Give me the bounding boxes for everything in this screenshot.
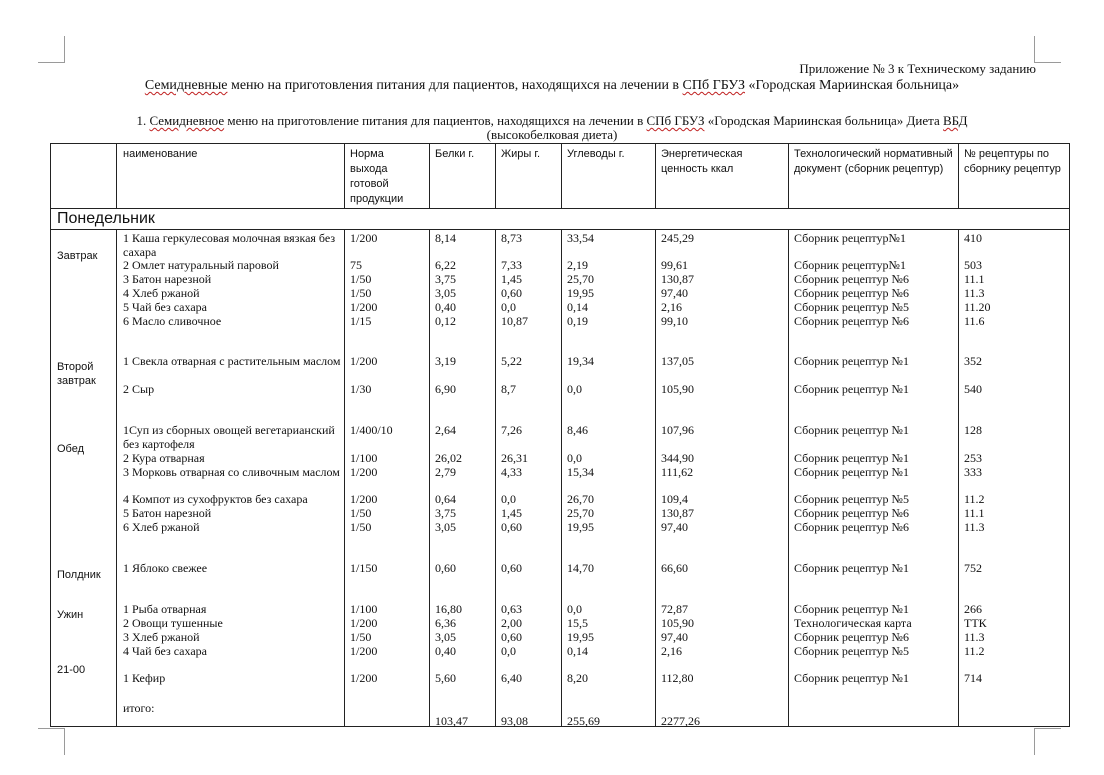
table-line bbox=[429, 143, 430, 209]
table-line bbox=[788, 229, 789, 727]
table-line bbox=[50, 208, 1070, 209]
cell-fat: 8,73 bbox=[501, 231, 522, 245]
cell-doc: Сборник рецептур №1 bbox=[794, 465, 909, 479]
cell-protein: 3,05 bbox=[435, 286, 456, 300]
cell-protein: 5,60 bbox=[435, 671, 456, 685]
cell-doc: Сборник рецептур №6 bbox=[794, 520, 909, 534]
cell-recipe: 253 bbox=[964, 451, 982, 465]
table-line bbox=[495, 229, 496, 727]
cell-protein: 26,02 bbox=[435, 451, 462, 465]
cell-fat: 0,60 bbox=[501, 286, 522, 300]
header-carbs: Углеводы г. bbox=[567, 148, 625, 160]
cell-fat: 2,00 bbox=[501, 616, 522, 630]
cell-doc: Сборник рецептур №1 bbox=[794, 423, 909, 437]
cell-name: 4 Чай без сахара bbox=[123, 644, 207, 658]
cell-fat: 0,0 bbox=[501, 644, 516, 658]
cell-norm: 1/15 bbox=[350, 314, 372, 328]
main-title-part1: меню на приготовления питания для пациентов, находящихся на лечении в bbox=[227, 78, 683, 93]
cell-protein: 0,12 bbox=[435, 314, 456, 328]
sub-title-line2: (высокобелковая диета) bbox=[486, 127, 618, 142]
cell-norm: 1/50 bbox=[350, 506, 372, 520]
table-line bbox=[561, 143, 562, 209]
cell-norm: 1/200 bbox=[350, 465, 378, 479]
header-protein: Белки г. bbox=[435, 148, 475, 160]
cell-energy: 245,29 bbox=[661, 231, 694, 245]
table-line bbox=[958, 229, 959, 727]
header-name: наименование bbox=[123, 148, 198, 160]
cell-energy: 2,16 bbox=[661, 300, 682, 314]
header-doc: Технологический нормативный документ (сборник рецептур) bbox=[794, 148, 953, 175]
total-fat: 93,08 bbox=[501, 714, 528, 728]
cell-recipe: 11.2 bbox=[964, 492, 985, 506]
main-title-underlined: Семидневные bbox=[144, 78, 228, 93]
cell-name: 3 Батон нарезной bbox=[123, 272, 212, 286]
cell-carbs: 19,95 bbox=[567, 520, 594, 534]
cell-energy: 130,87 bbox=[661, 272, 694, 286]
cell-doc: Сборник рецептур №5 bbox=[794, 300, 909, 314]
cell-name: 2 Сыр bbox=[123, 382, 155, 396]
header-fat: Жиры г. bbox=[501, 148, 541, 160]
sub-title-part1: меню на приготовление питания для пациентов, находящихся на лечении в bbox=[224, 113, 647, 128]
cell-fat: 10,87 bbox=[501, 314, 528, 328]
cell-norm: 1/100 bbox=[350, 451, 378, 465]
cell-energy: 97,40 bbox=[661, 520, 688, 534]
cell-carbs: 25,70 bbox=[567, 506, 594, 520]
cell-doc: Сборник рецептур №1 bbox=[794, 451, 909, 465]
cell-energy: 137,05 bbox=[661, 354, 694, 368]
cell-name: 2 Кура отварная bbox=[123, 451, 205, 465]
cell-doc: Сборник рецептур №1 bbox=[794, 561, 909, 575]
cell-carbs: 0,0 bbox=[567, 602, 582, 616]
cell-fat: 1,45 bbox=[501, 506, 522, 520]
cell-recipe: 11.6 bbox=[964, 314, 985, 328]
table-line bbox=[788, 143, 789, 209]
cell-protein: 3,19 bbox=[435, 354, 456, 368]
cell-norm: 1/50 bbox=[350, 272, 372, 286]
cell-norm: 1/100 bbox=[350, 602, 378, 616]
cell-fat: 7,26 bbox=[501, 423, 522, 437]
cell-fat: 0,60 bbox=[501, 630, 522, 644]
meal-lunch: Обед bbox=[57, 443, 85, 455]
sub-title-part2: «Городская Мариинская больница» Диета bbox=[704, 113, 944, 128]
sub-title-prefix: 1. bbox=[136, 113, 150, 128]
cell-name: 6 Хлеб ржаной bbox=[123, 520, 200, 534]
cell-recipe: 11.3 bbox=[964, 630, 985, 644]
cell-recipe: 11.3 bbox=[964, 286, 985, 300]
cell-doc: Сборник рецептур№1 bbox=[794, 231, 906, 245]
cell-carbs: 19,95 bbox=[567, 286, 594, 300]
cell-energy: 105,90 bbox=[661, 616, 694, 630]
cell-name: 1 Кефир bbox=[123, 671, 166, 685]
cell-norm: 1/150 bbox=[350, 561, 378, 575]
table-line bbox=[958, 143, 959, 209]
cell-name: 1 Рыба отварная bbox=[123, 602, 207, 616]
cell-fat: 7,33 bbox=[501, 258, 522, 272]
header-norm: Норма выхода готовой продукции bbox=[350, 148, 404, 205]
cell-energy: 105,90 bbox=[661, 382, 694, 396]
cell-carbs: 0,19 bbox=[567, 314, 588, 328]
total-protein: 103,47 bbox=[435, 714, 468, 728]
cell-recipe: 540 bbox=[964, 382, 982, 396]
cell-norm: 1/50 bbox=[350, 520, 372, 534]
cell-carbs: 19,95 bbox=[567, 630, 594, 644]
cell-recipe: 11.3 bbox=[964, 520, 985, 534]
cell-norm: 1/200 bbox=[350, 231, 378, 245]
cell-doc: Сборник рецептур №6 bbox=[794, 506, 909, 520]
cell-name: 5 Батон нарезной bbox=[123, 506, 212, 520]
table-line bbox=[344, 143, 345, 209]
cell-protein: 6,22 bbox=[435, 258, 456, 272]
day-label: Понедельник bbox=[57, 210, 155, 227]
table-line bbox=[655, 229, 656, 727]
cell-fat: 0,63 bbox=[501, 602, 522, 616]
cell-norm: 1/200 bbox=[350, 300, 378, 314]
cell-norm: 75 bbox=[350, 258, 362, 272]
cell-fat: 26,31 bbox=[501, 451, 528, 465]
cell-recipe: 410 bbox=[964, 231, 982, 245]
cell-doc: Сборник рецептур №5 bbox=[794, 644, 909, 658]
cell-carbs: 25,70 bbox=[567, 272, 594, 286]
cell-protein: 2,64 bbox=[435, 423, 456, 437]
cell-recipe: 714 bbox=[964, 671, 982, 685]
cell-doc: Сборник рецептур №1 bbox=[794, 354, 909, 368]
header-recipe: № рецептуры по сборнику рецептур bbox=[964, 148, 1061, 175]
table-line bbox=[116, 229, 117, 727]
cell-doc: Сборник рецептур №6 bbox=[794, 314, 909, 328]
appendix-note: Приложение № 3 к Техническому заданию bbox=[799, 61, 1036, 76]
cell-protein: 0,40 bbox=[435, 300, 456, 314]
cell-carbs: 19,34 bbox=[567, 354, 594, 368]
cell-recipe: 503 bbox=[964, 258, 982, 272]
cell-carbs: 14,70 bbox=[567, 561, 594, 575]
cell-doc: Сборник рецептур №6 bbox=[794, 272, 909, 286]
cell-norm: 1/50 bbox=[350, 286, 372, 300]
cell-name: 1 Яблоко свежее bbox=[123, 561, 208, 575]
cell-energy: 97,40 bbox=[661, 630, 688, 644]
total-carbs: 255,69 bbox=[567, 714, 600, 728]
cell-norm: 1/50 bbox=[350, 630, 372, 644]
cell-recipe: 333 bbox=[964, 465, 982, 479]
meal-second-breakfast: Второй завтрак bbox=[57, 361, 96, 387]
cell-protein: 3,75 bbox=[435, 506, 456, 520]
cell-recipe: 11.1 bbox=[964, 272, 985, 286]
header-energy: Энергетическая ценность ккал bbox=[661, 148, 743, 175]
cell-name: 6 Масло сливочное bbox=[123, 314, 222, 328]
cell-doc: Сборник рецептур№1 bbox=[794, 258, 906, 272]
cell-energy: 2,16 bbox=[661, 644, 682, 658]
main-title-part2: «Городская Мариинская больница» bbox=[745, 78, 960, 93]
cell-carbs: 0,0 bbox=[567, 382, 582, 396]
cell-fat: 0,60 bbox=[501, 520, 522, 534]
cell-fat: 0,60 bbox=[501, 561, 522, 575]
sub-title-diet: ВБД bbox=[943, 113, 968, 128]
cell-carbs: 15,34 bbox=[567, 465, 594, 479]
corner-mark-top-right bbox=[1034, 36, 1061, 63]
cell-carbs: 8,46 bbox=[567, 423, 588, 437]
cell-carbs: 2,19 bbox=[567, 258, 588, 272]
cell-protein: 0,40 bbox=[435, 644, 456, 658]
table-line bbox=[116, 143, 117, 209]
total-energy: 2277,26 bbox=[661, 714, 700, 728]
cell-doc: Сборник рецептур №1 bbox=[794, 382, 909, 396]
cell-doc: Сборник рецептур №6 bbox=[794, 630, 909, 644]
meal-breakfast: Завтрак bbox=[57, 250, 98, 262]
cell-doc: Сборник рецептур №1 bbox=[794, 671, 909, 685]
cell-energy: 111,62 bbox=[661, 465, 694, 479]
cell-energy: 99,61 bbox=[661, 258, 688, 272]
cell-name: 4 Хлеб ржаной bbox=[123, 286, 200, 300]
cell-fat: 5,22 bbox=[501, 354, 522, 368]
cell-protein: 3,75 bbox=[435, 272, 456, 286]
sub-title-underlined: Семидневное bbox=[149, 113, 225, 128]
cell-fat: 0,0 bbox=[501, 300, 516, 314]
cell-protein: 2,79 bbox=[435, 465, 456, 479]
table-line bbox=[429, 229, 430, 727]
cell-fat: 6,40 bbox=[501, 671, 522, 685]
cell-energy: 99,10 bbox=[661, 314, 688, 328]
corner-mark-bottom-right bbox=[1034, 728, 1061, 755]
cell-protein: 8,14 bbox=[435, 231, 456, 245]
cell-protein: 3,05 bbox=[435, 630, 456, 644]
cell-name: 5 Чай без сахара bbox=[123, 300, 207, 314]
cell-norm: 1/200 bbox=[350, 492, 378, 506]
meal-late: 21-00 bbox=[57, 664, 86, 676]
cell-norm: 1/200 bbox=[350, 671, 378, 685]
cell-fat: 1,45 bbox=[501, 272, 522, 286]
cell-fat: 4,33 bbox=[501, 465, 522, 479]
cell-energy: 66,60 bbox=[661, 561, 688, 575]
cell-norm: 1/200 bbox=[350, 354, 378, 368]
cell-recipe: 11.2 bbox=[964, 644, 985, 658]
cell-name: 4 Компот из сухофруктов без сахара bbox=[123, 492, 308, 506]
cell-doc: Сборник рецептур №1 bbox=[794, 602, 909, 616]
cell-recipe: 752 bbox=[964, 561, 982, 575]
cell-name: 2 Овощи тушенные bbox=[123, 616, 223, 630]
meal-dinner: Ужин bbox=[57, 609, 84, 621]
cell-recipe: 128 bbox=[964, 423, 982, 437]
cell-carbs: 26,70 bbox=[567, 492, 594, 506]
cell-norm: 1/400/10 bbox=[350, 423, 393, 437]
main-title-org: СПб ГБУЗ bbox=[682, 78, 745, 93]
cell-name: 3 Хлеб ржаной bbox=[123, 630, 200, 644]
cell-fat: 0,0 bbox=[501, 492, 516, 506]
cell-energy: 107,96 bbox=[661, 423, 694, 437]
sub-title-org: СПб ГБУЗ bbox=[646, 113, 705, 128]
cell-recipe: 11.1 bbox=[964, 506, 985, 520]
table-line bbox=[561, 229, 562, 727]
cell-protein: 6,36 bbox=[435, 616, 456, 630]
corner-mark-bottom-left bbox=[38, 728, 65, 755]
cell-fat: 8,7 bbox=[501, 382, 516, 396]
cell-name: 3 Морковь отварная со сливочным маслом bbox=[123, 465, 340, 479]
cell-norm: 1/200 bbox=[350, 644, 378, 658]
cell-name: 1Суп из сборных овощей вегетарианский без картофеля bbox=[123, 423, 335, 451]
cell-carbs: 33,54 bbox=[567, 231, 594, 245]
cell-recipe: 11.20 bbox=[964, 300, 991, 314]
cell-recipe: 352 bbox=[964, 354, 982, 368]
cell-protein: 0,60 bbox=[435, 561, 456, 575]
cell-protein: 16,80 bbox=[435, 602, 462, 616]
cell-doc: Сборник рецептур №5 bbox=[794, 492, 909, 506]
cell-protein: 6,90 bbox=[435, 382, 456, 396]
cell-name: 1 Свекла отварная с растительным маслом bbox=[123, 354, 341, 368]
cell-protein: 3,05 bbox=[435, 520, 456, 534]
cell-energy: 112,80 bbox=[661, 671, 694, 685]
cell-name: 1 Каша геркулесовая молочная вязкая без сахара bbox=[123, 231, 336, 259]
table-line bbox=[655, 143, 656, 209]
cell-protein: 0,64 bbox=[435, 492, 456, 506]
table-line bbox=[50, 229, 1070, 230]
main-title bbox=[0, 78, 1104, 94]
corner-mark-top-left bbox=[38, 36, 65, 63]
cell-energy: 72,87 bbox=[661, 602, 688, 616]
cell-carbs: 0,14 bbox=[567, 644, 588, 658]
cell-recipe: ТТК bbox=[964, 616, 987, 630]
cell-recipe: 266 bbox=[964, 602, 982, 616]
cell-energy: 97,40 bbox=[661, 286, 688, 300]
cell-norm: 1/200 bbox=[350, 616, 378, 630]
cell-energy: 109,4 bbox=[661, 492, 688, 506]
cell-carbs: 0,0 bbox=[567, 451, 582, 465]
cell-energy: 130,87 bbox=[661, 506, 694, 520]
total-label: итого: bbox=[123, 701, 155, 715]
cell-carbs: 0,14 bbox=[567, 300, 588, 314]
cell-energy: 344,90 bbox=[661, 451, 694, 465]
cell-name: 2 Омлет натуральный паровой bbox=[123, 258, 279, 272]
cell-carbs: 15,5 bbox=[567, 616, 588, 630]
table-line bbox=[495, 143, 496, 209]
cell-doc: Сборник рецептур №6 bbox=[794, 286, 909, 300]
cell-carbs: 8,20 bbox=[567, 671, 588, 685]
cell-norm: 1/30 bbox=[350, 382, 372, 396]
cell-doc: Технологическая карта bbox=[794, 616, 912, 630]
meal-snack: Полдник bbox=[57, 569, 101, 581]
